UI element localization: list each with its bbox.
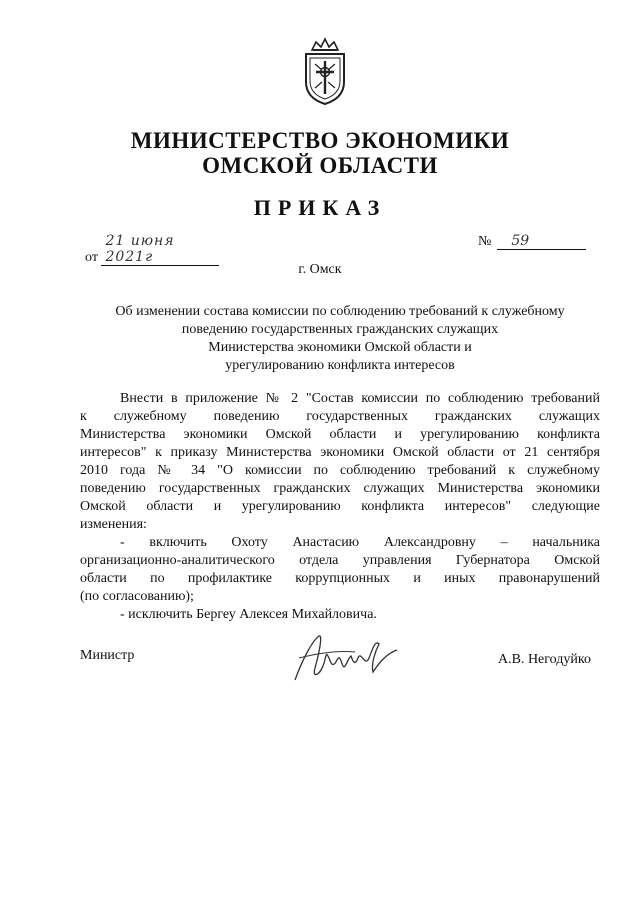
body-line: Омской области и урегулированию конфликта интересов" следующие <box>80 499 600 514</box>
body-line: Министерства экономики Омской области и урегулированию конфликта <box>80 427 600 442</box>
subject-line: урегулированию конфликта интересов <box>225 358 455 373</box>
order-body <box>80 390 600 624</box>
subject-line: Об изменении состава комиссии по соблюдению требований к служебному <box>115 304 565 319</box>
handwritten-signature <box>285 628 405 690</box>
document-type-title: ПРИКАЗ <box>253 195 387 220</box>
signer-name: А.В. Негодуйко <box>498 652 591 667</box>
body-line: области по профилактике коррупционных и иных правонарушений <box>80 571 600 586</box>
body-line: (по согласованию); <box>80 589 194 604</box>
body-line: поведению государственных гражданских служащих Министерства экономики <box>80 481 600 496</box>
date-prefix: от <box>85 250 98 265</box>
subject-line: поведению государственных гражданских служащих <box>181 322 499 337</box>
body-line: изменения: <box>80 517 147 532</box>
number-field <box>478 233 586 250</box>
body-line: 2010 года № 34 "О комиссии по соблюдению требований к служебному <box>80 463 600 478</box>
date-handwritten: 21 июня 2021г <box>101 233 219 266</box>
city: г. Омск <box>298 262 342 277</box>
body-line: к служебному поведению государственных гражданских служащих <box>80 409 600 424</box>
body-line: организационно-аналитического отдела управления Губернатора Омской <box>80 553 600 568</box>
number-handwritten: 59 <box>497 233 586 250</box>
coat-of-arms-emblem <box>300 36 350 106</box>
org-name-line-2: ОМСКОЙ ОБЛАСТИ <box>202 153 438 178</box>
number-prefix: № <box>478 234 492 249</box>
org-name-line-1: МИНИСТЕРСТВО ЭКОНОМИКИ <box>130 128 510 153</box>
body-line: Внести в приложение № 2 "Состав комиссии по соблюдению требований <box>120 391 600 406</box>
body-line: интересов" к приказу Министерства экономики Омской области от 21 сентября <box>80 445 600 460</box>
body-line: - включить Охоту Анастасию Александровну – начальника <box>120 535 600 550</box>
order-subject <box>80 303 600 375</box>
signer-title: Министр <box>80 648 135 663</box>
subject-line: Министерства экономики Омской области и <box>208 340 472 355</box>
body-line: - исключить Бергеу Алексея Михайловича. <box>120 607 377 622</box>
